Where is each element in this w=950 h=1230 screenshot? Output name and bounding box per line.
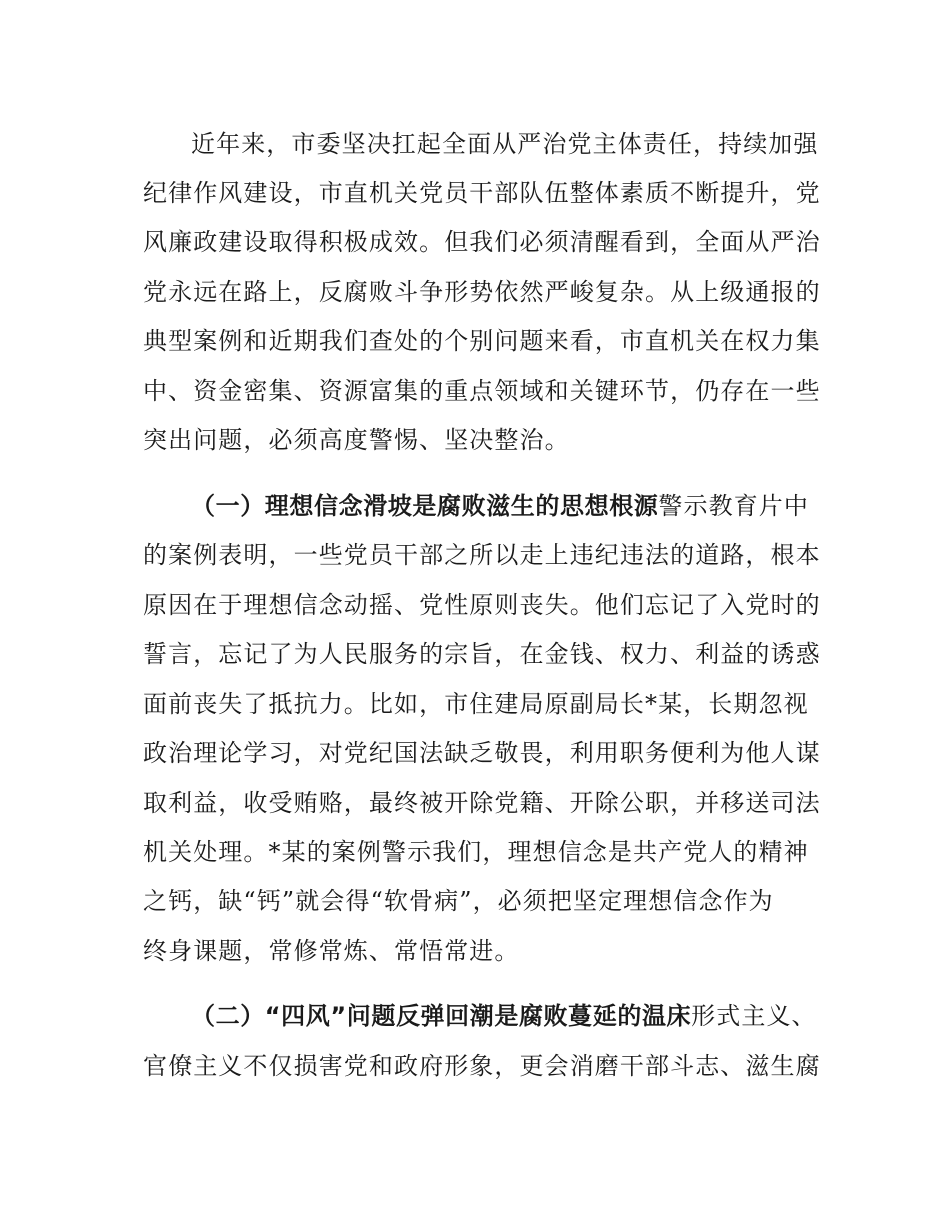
section-2-first-line-text: 形式主义、 [691,1002,817,1030]
section-2-heading: （二）“四风”问题反弹回潮是腐败蔓延的温床 [191,1002,692,1030]
paragraph-line: 的案例表明，一些党员干部之所以走上违纪违法的道路，根本 [143,541,821,569]
paragraph-line: 近年来，市委坚决扛起全面从严治党主体责任，持续加强 [191,130,819,158]
paragraph-line: 取利益，收受贿赂，最终被开除党籍、开除公职，并移送司法 [143,789,821,817]
paragraph-line: 官僚主义不仅损害党和政府形象，更会消磨干部斗志、滋生腐 [143,1052,821,1080]
paragraph-line: 突出问题，必须高度警惕、坚决整治。 [143,426,570,454]
paragraph-line: 典型案例和近期我们查处的个别问题来看，市直机关在权力集 [143,327,821,355]
paragraph-line: 面前丧失了抵抗力。比如，市住建局原副局长*某，长期忽视 [143,690,809,718]
paragraph-line: 党永远在路上，反腐败斗争形势依然严峻复杂。从上级通报的 [143,278,821,306]
paragraph-line: 风廉政建设取得积极成效。但我们必须清醒看到，全面从严治 [143,228,821,256]
section-1-first-line-text: 警示教育片中 [658,492,810,520]
section-2-first-line [191,1001,817,1031]
paragraph-line: 机关处理。*某的案例警示我们，理想信念是共产党人的精神 [143,838,809,866]
paragraph-line: 誓言，忘记了为人民服务的宗旨，在金钱、权力、利益的诱惑 [143,640,821,668]
paragraph-line: 原因在于理想信念动摇、党性原则丧失。他们忘记了入党时的 [143,591,821,619]
paragraph-line: 之钙，缺“钙”就会得“软骨病”，必须把坚定理想信念作为 [143,887,774,915]
paragraph-line: 中、资金密集、资源富集的重点领域和关键环节，仍存在一些 [143,377,821,405]
paragraph-line: 终身课题，常修常炼、常悟常进。 [143,937,520,965]
paragraph-line: 纪律作风建设，市直机关党员干部队伍整体素质不断提升，党 [143,179,821,207]
section-1-heading: （一）理想信念滑坡是腐败滋生的思想根源 [191,492,659,520]
section-1-first-line [191,491,809,521]
paragraph-line: 政治理论学习，对党纪国法缺乏敬畏，利用职务便利为他人谋 [143,739,821,767]
